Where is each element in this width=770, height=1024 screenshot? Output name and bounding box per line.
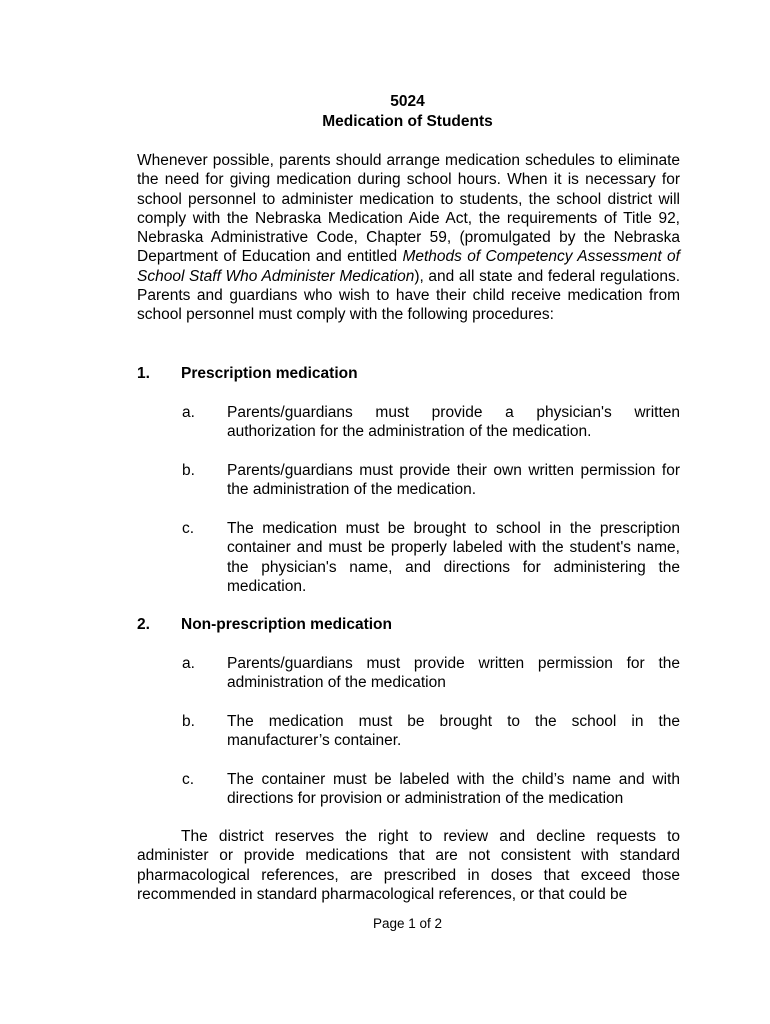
- list-item: [182, 770, 680, 809]
- item-letter: c.: [182, 771, 195, 788]
- intro-text-2: ), and all state and federal regulations. Parents and guardians who wish to have their child receive medication from school personnel must comply with the following procedures:: [137, 267, 680, 324]
- item-text: The container must be labeled with the child’s name and with directions for provision or administration of the medication: [227, 771, 680, 808]
- list-item: [182, 403, 680, 442]
- item-letter: b.: [182, 713, 195, 730]
- policy-title: Medication of Students: [322, 113, 493, 130]
- section-heading-non-prescription: [137, 615, 392, 634]
- intro-paragraph: [137, 151, 680, 325]
- intro-text-1: Whenever possible, parents should arrange medication schedules to eliminate the need for giving medication during school hours. When it is necessary for school personnel to administer medication to students, the school district will comply with the Nebraska Medication Aide Act, the requirements of Title 92, Nebraska Administrative Code, Chapter 59, (promulgated by the Nebraska Department of Education and entitled: [137, 152, 680, 266]
- list-item: [182, 712, 680, 751]
- item-text: Parents/guardians must provide their own written permission for the administration of the medication.: [227, 462, 680, 499]
- section-title: Non-prescription medication: [181, 616, 392, 633]
- page-number-footer: Page 1 of 2: [372, 916, 443, 931]
- section-number: 1.: [137, 365, 150, 382]
- item-letter: c.: [182, 520, 195, 537]
- item-text: Parents/guardians must provide written permission for the administration of the medication: [227, 655, 680, 692]
- list-item: [182, 519, 680, 596]
- list-item: [182, 654, 680, 693]
- item-letter: b.: [182, 462, 195, 479]
- closing-paragraph: The district reserves the right to review and decline requests to administer or provide medications that are not consistent with standard pharmacological references, are prescribed in doses that exceed those recommended in standard pharmacological references, or that could be: [137, 828, 680, 903]
- item-text: The medication must be brought to school in the prescription container and must be properly labeled with the student's name, the physician's name, and directions for administering the medication.: [227, 520, 680, 595]
- policy-number: 5024: [390, 93, 425, 110]
- section-number: 2.: [137, 616, 150, 633]
- item-letter: a.: [182, 655, 195, 672]
- section-title: Prescription medication: [181, 365, 358, 382]
- intro-italic-title: Methods of Competency Assessment of School Staff Who Administer Medication: [137, 248, 680, 285]
- section-heading-prescription: [137, 364, 358, 383]
- list-item: [182, 461, 680, 500]
- item-text: The medication must be brought to the school in the manufacturer’s container.: [227, 713, 680, 750]
- item-text: Parents/guardians must provide a physician's written authorization for the administration of the medication.: [227, 404, 680, 441]
- item-letter: a.: [182, 404, 195, 421]
